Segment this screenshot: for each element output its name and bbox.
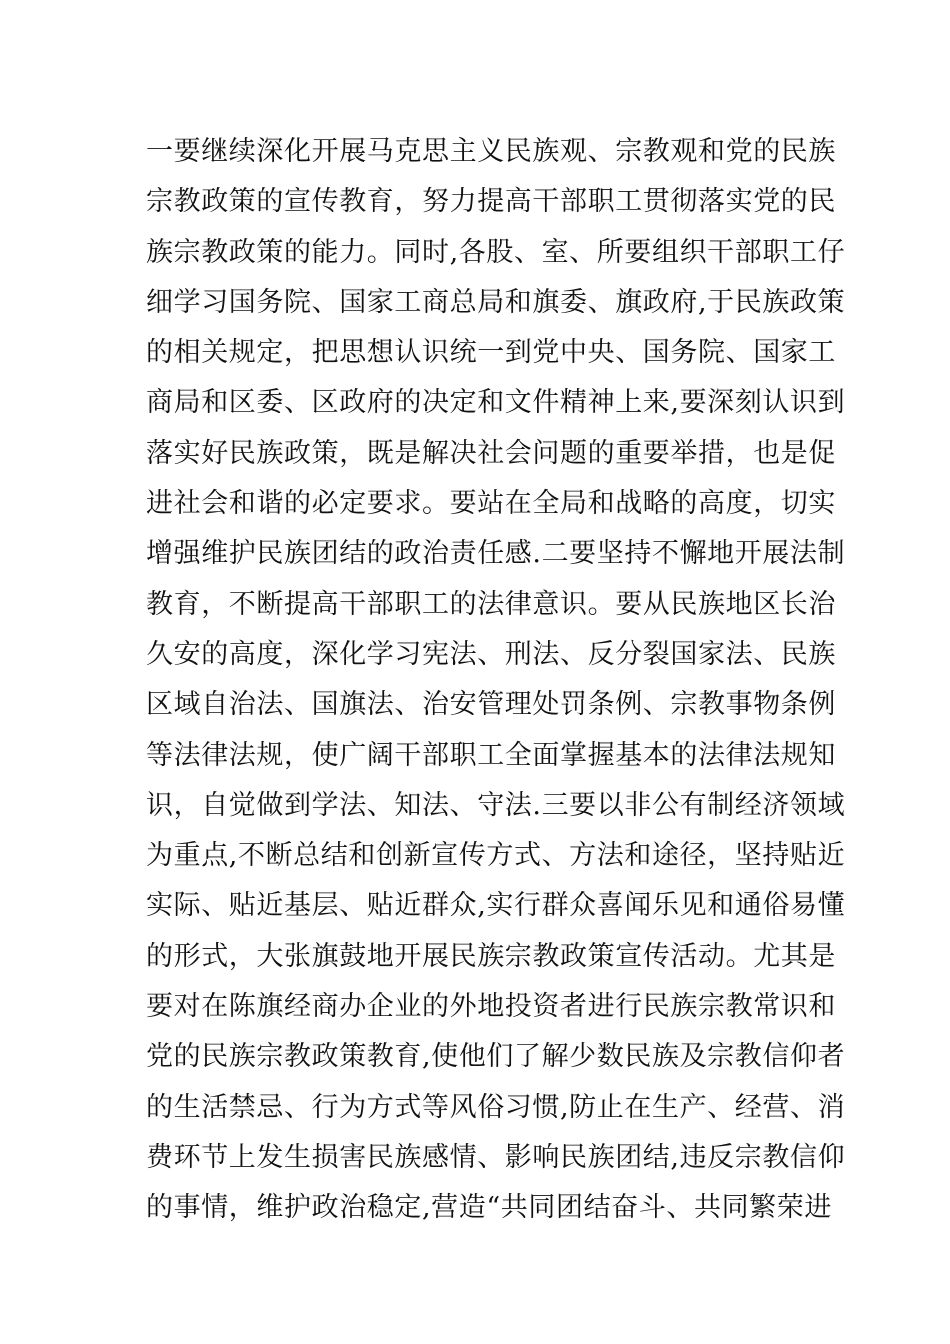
text-line: 识，自觉做到学法、知法、守法.三要以非公有制经济领域 (146, 789, 846, 821)
text-line: 党的民族宗教政策教育,使他们了解少数民族及宗教信仰者 (146, 1041, 846, 1073)
text-line: 费环节上发生损害民族感情、影响民族团结,违反宗教信仰 (146, 1141, 846, 1173)
text-line: 一要继续深化开展马克思主义民族观、宗教观和党的民族 (146, 136, 836, 167)
text-line: 落实好民族政策，既是解决社会问题的重要举措，也是促 (146, 437, 836, 469)
text-line: 的事情，维护政治稳定,营造“共同团结奋斗、共同繁荣进 (146, 1192, 832, 1224)
text-line: 的相关规定，把思想认识统一到党中央、国务院、国家工 (146, 337, 836, 369)
text-line: 细学习国务院、国家工商总局和旗委、旗政府,于民族政策 (146, 286, 846, 318)
text-line: 教育，不断提高干部职工的法律意识。要从民族地区长治 (146, 588, 836, 620)
text-line: 实际、贴近基层、贴近群众,实行群众喜闻乐见和通俗易懂 (146, 890, 846, 922)
body-paragraph (146, 127, 846, 1234)
text-line: 为重点,不断总结和创新宣传方式、方法和途径，坚持贴近 (146, 840, 846, 872)
text-line: 区域自治法、国旗法、治安管理处罚条例、宗教事物条例 (146, 689, 836, 721)
text-line: 要对在陈旗经商办企业的外地投资者进行民族宗教常识和 (146, 991, 836, 1023)
text-line: 的生活禁忌、行为方式等风俗习惯,防止在生产、经营、消 (146, 1091, 846, 1123)
text-line: 久安的高度，深化学习宪法、刑法、反分裂国家法、民族 (146, 638, 836, 670)
text-line: 族宗教政策的能力。同时,各股、室、所要组织干部职工仔 (146, 236, 846, 268)
text-line: 等法律法规，使广阔干部职工全面掌握基本的法律法规知 (146, 739, 836, 771)
text-line: 进社会和谐的必定要求。要站在全局和战略的高度，切实 (146, 488, 836, 520)
text-line: 宗教政策的宣传教育，努力提高干部职工贯彻落实党的民 (146, 186, 836, 218)
text-line: 商局和区委、区政府的决定和文件精神上来,要深刻认识到 (146, 387, 846, 419)
text-line: 的形式，大张旗鼓地开展民族宗教政策宣传活动。尤其是 (146, 940, 836, 972)
text-line: 增强维护民族团结的政治责任感.二要坚持不懈地开展法制 (146, 538, 846, 570)
